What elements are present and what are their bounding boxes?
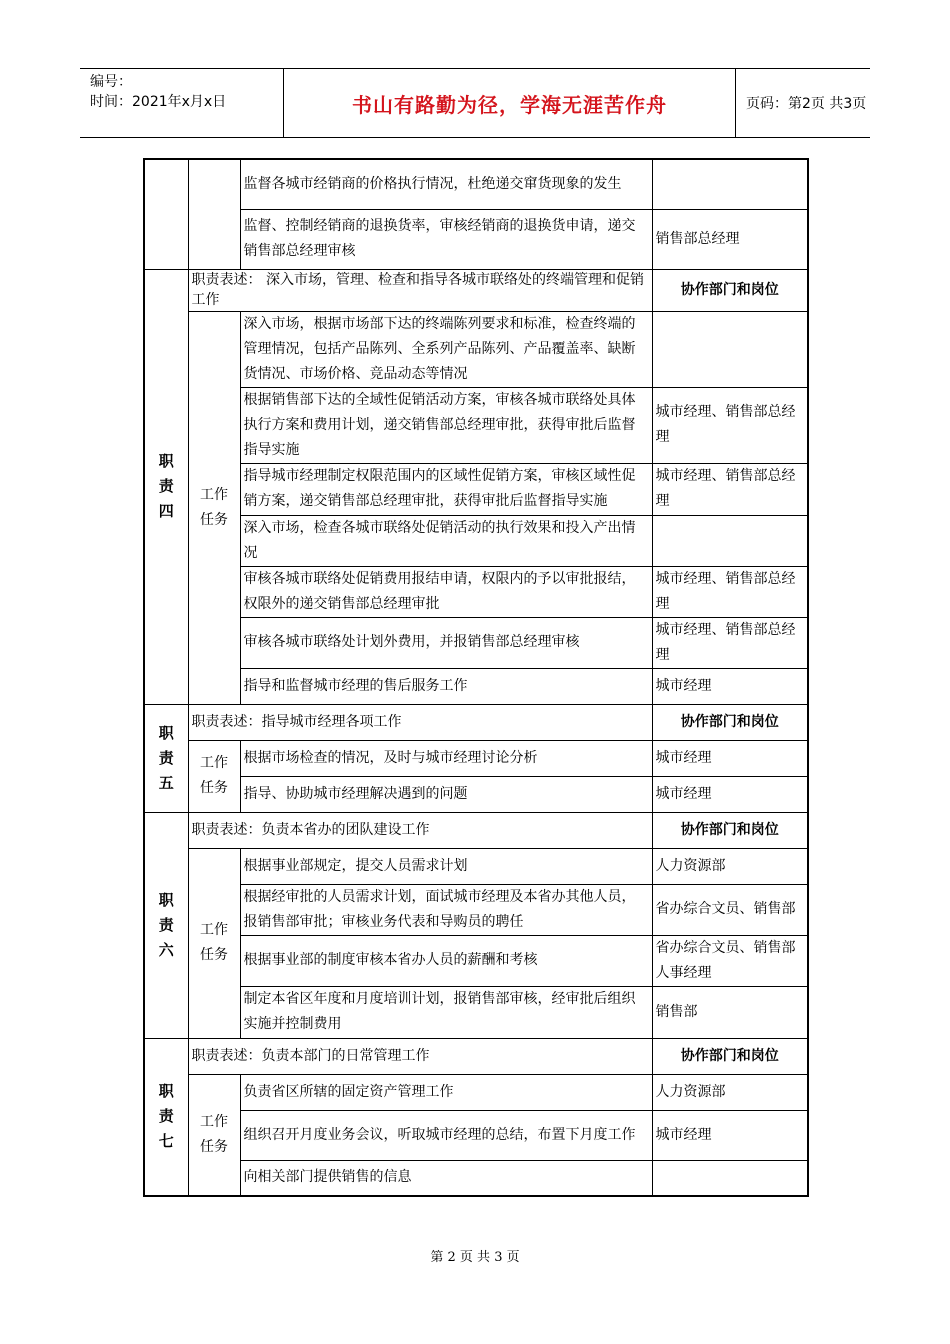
- header-meta: [80, 69, 284, 137]
- duty-description: 职责表述：负责本部门的日常管理工作: [188, 1038, 652, 1074]
- task-text: 根据经审批的人员需求计划，面试城市经理及本省办其他人员，报销售部审批；审核业务代表和导购员的聘任: [240, 884, 652, 935]
- table-row: [144, 1074, 808, 1110]
- task-label-text: 工作任务: [200, 486, 228, 528]
- table-row: [144, 463, 808, 515]
- duty-label: [144, 1038, 188, 1196]
- coop-header: 协作部门和岗位: [652, 812, 808, 848]
- task-text: 根据事业部规定，提交人员需求计划: [240, 848, 652, 884]
- duty-desc-row: [144, 812, 808, 848]
- coop-cell: 省办综合文员、销售部: [652, 884, 808, 935]
- header-motto: 书山有路勤为径，学海无涯苦作舟: [284, 69, 736, 137]
- coop-cell: 销售部: [652, 986, 808, 1038]
- table-row: [144, 566, 808, 617]
- duty-label-text: 职责七: [158, 1082, 174, 1151]
- table-row: [144, 515, 808, 566]
- task-text: 指导、协助城市经理解决遇到的问题: [240, 776, 652, 812]
- document-date: 时间：2021年x月x日: [90, 94, 227, 110]
- duty-desc-row: [144, 704, 808, 740]
- task-text: 向相关部门提供销售的信息: [240, 1160, 652, 1196]
- duty-label: [144, 269, 188, 704]
- coop-cell: [652, 515, 808, 566]
- task-label: [188, 848, 240, 1038]
- header-page-number: 页码：第2页 共3页: [746, 96, 867, 112]
- duty-label-text: 职责六: [158, 890, 174, 959]
- coop-cell: 城市经理、销售部总经理: [652, 463, 808, 515]
- task-text: 根据市场检查的情况，及时与城市经理讨论分析: [240, 740, 652, 776]
- page-header: [80, 68, 870, 138]
- coop-header: 协作部门和岗位: [652, 1038, 808, 1074]
- coop-cell: 城市经理、销售部总经理: [652, 387, 808, 463]
- table-row: [144, 1160, 808, 1196]
- duty-table: [143, 158, 809, 1197]
- duty-desc-row: [144, 1038, 808, 1074]
- table-row: [144, 617, 808, 668]
- coop-cell: [652, 311, 808, 387]
- task-text: 组织召开月度业务会议，听取城市经理的总结，布置下月度工作: [240, 1110, 652, 1160]
- duty-description: 职责表述：指导城市经理各项工作: [188, 704, 652, 740]
- task-text: 深入市场，检查各城市联络处促销活动的执行效果和投入产出情况: [240, 515, 652, 566]
- coop-cell: 省办综合文员、销售部人事经理: [652, 935, 808, 986]
- coop-cell: 人力资源部: [652, 1074, 808, 1110]
- task-text: 审核各城市联络处促销费用报结申请，权限内的予以审批报结，权限外的递交销售部总经理审批: [240, 566, 652, 617]
- task-label-text: 工作任务: [200, 755, 228, 796]
- duty-label-text: 职责四: [158, 452, 174, 520]
- coop-cell: 城市经理: [652, 668, 808, 704]
- table-row: [144, 935, 808, 986]
- page-footer: 第 2 页 共 3 页: [430, 1250, 520, 1265]
- duty-description: 职责表述：负责本省办的团队建设工作: [188, 812, 652, 848]
- task-label: [188, 311, 240, 704]
- task-text: 根据销售部下达的全域性促销活动方案，审核各城市联络处具体执行方案和费用计划，递交销售部总经理审批，获得审批后监督指导实施: [240, 387, 652, 463]
- duty-label: [144, 704, 188, 812]
- task-text: 指导和监督城市经理的售后服务工作: [240, 668, 652, 704]
- duty-description: 职责表述： 深入市场，管理、检查和指导各城市联络处的终端管理和促销工作: [188, 269, 652, 311]
- table-row: [144, 1110, 808, 1160]
- table-row: [144, 668, 808, 704]
- task-label-cell: [188, 159, 240, 269]
- table-row: [144, 986, 808, 1038]
- task-text: 审核各城市联络处计划外费用，并报销售部总经理审核: [240, 617, 652, 668]
- coop-cell: [652, 159, 808, 209]
- duty-desc-row: [144, 269, 808, 311]
- duty-label: [144, 812, 188, 1038]
- task-label: [188, 1074, 240, 1196]
- table-row: [144, 387, 808, 463]
- document-number: 编号：: [90, 74, 132, 90]
- table-row: [144, 848, 808, 884]
- coop-cell: 城市经理、销售部总经理: [652, 566, 808, 617]
- table-row: [144, 159, 808, 209]
- task-text: 根据事业部的制度审核本省办人员的薪酬和考核: [240, 935, 652, 986]
- task-label-text: 工作任务: [200, 1113, 228, 1155]
- coop-header: 协作部门和岗位: [652, 269, 808, 311]
- task-text: 监督各城市经销商的价格执行情况，杜绝递交窜货现象的发生: [240, 159, 652, 209]
- coop-cell: 人力资源部: [652, 848, 808, 884]
- coop-cell: 城市经理、销售部总经理: [652, 617, 808, 668]
- coop-cell: [652, 1160, 808, 1196]
- coop-cell: 城市经理: [652, 1110, 808, 1160]
- coop-cell: 城市经理: [652, 740, 808, 776]
- task-text: 制定本省区年度和月度培训计划，报销售部审核，经审批后组织实施并控制费用: [240, 986, 652, 1038]
- table-row: [144, 740, 808, 776]
- table-row: [144, 311, 808, 387]
- duty-label-text: 职责五: [158, 723, 174, 792]
- task-text: 监督、控制经销商的退换货率，审核经销商的退换货申请，递交销售部总经理审核: [240, 209, 652, 269]
- coop-cell: 城市经理: [652, 776, 808, 812]
- duty-label-cell: [144, 159, 188, 269]
- table-row: [144, 884, 808, 935]
- coop-header: 协作部门和岗位: [652, 704, 808, 740]
- table-row: [144, 209, 808, 269]
- task-text: 深入市场，根据市场部下达的终端陈列要求和标准，检查终端的管理情况，包括产品陈列、全系列产品陈列、产品覆盖率、缺断货情况、市场价格、竞品动态等情况: [240, 311, 652, 387]
- table-row: [144, 776, 808, 812]
- task-text: 指导城市经理制定权限范围内的区域性促销方案，审核区域性促销方案，递交销售部总经理审批，获得审批后监督指导实施: [240, 463, 652, 515]
- task-text: 负责省区所辖的固定资产管理工作: [240, 1074, 652, 1110]
- task-label: [188, 740, 240, 812]
- task-label-text: 工作任务: [200, 922, 228, 963]
- coop-cell: 销售部总经理: [652, 209, 808, 269]
